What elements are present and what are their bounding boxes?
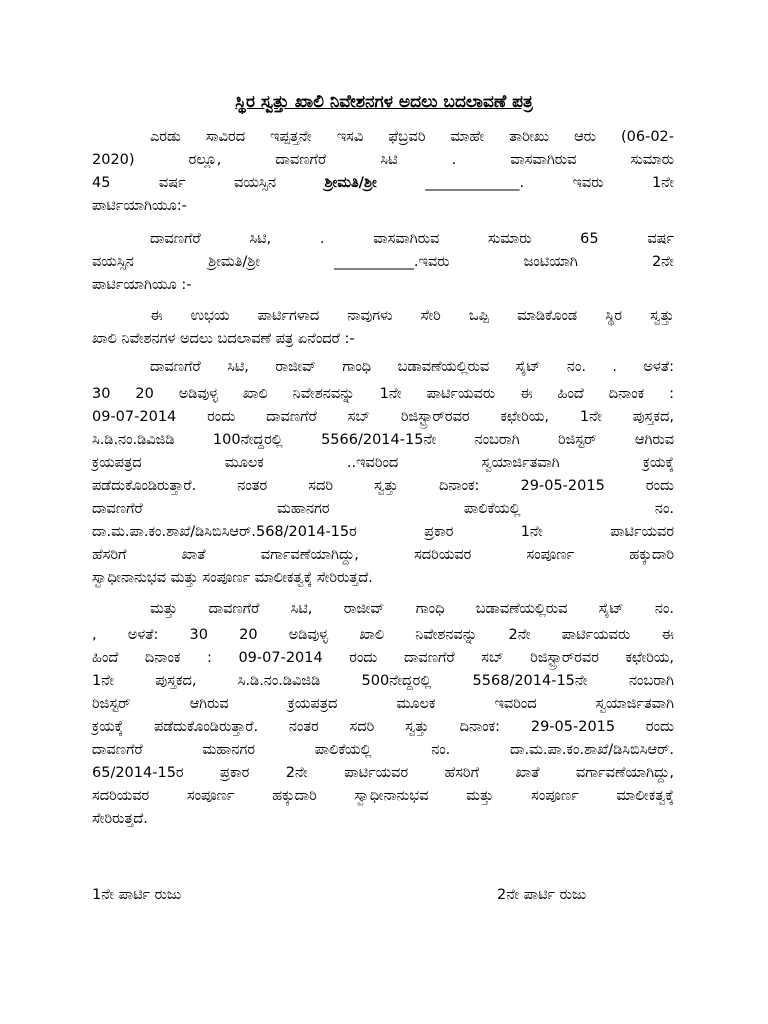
party2-signature: 2ನೇ ಪಾರ್ಟಿ ರುಜು [497, 887, 587, 903]
text-line: ಸ್ವಾಧೀನಾನುಭವ ಮತ್ತು ಸಂಪೂರ್ಣ ಮಾಲೀಕತ್ವಕ್ಕೆ ಸೇರಿರುತ್ತದೆ. [92, 570, 373, 586]
text-line: ಕ್ರಯಕ್ಕೆ ಪಡೆದುಕೊಂಡಿರುತ್ತಾರೆ. ನಂತರ ಸದರಿ ಸ್ವತ್ತು ದಿನಾಂಕ: 29-05-2015 ರಂದು [92, 719, 674, 735]
text-line: ದಾ.ಮ.ಪಾ.ಕಂ.ಶಾಖೆ/ಡಿಸಿಬಿಸಿಆರ್.568/2014-15ರ ಪ್ರಕಾರ 1ನೇ ಪಾರ್ಟಿಯವರ [92, 524, 674, 540]
text-span: 45 ವರ್ಷ ವಯಸ್ಸಿನ [92, 175, 325, 191]
text-line: ಈ ಉಭಯ ಪಾರ್ಟಿಗಳಾದ ನಾವುಗಳು ಸೇರಿ ಒಪ್ಪಿ ಮಾಡಿಕೊಂಡ ಸ್ಥಿರ ಸ್ವತ್ತು [150, 308, 674, 324]
text-line: 2020) ರಲ್ಲೂ, ದಾವಣಗೆರೆ ಸಿಟಿ . ವಾಸವಾಗಿರುವ ಸುಮಾರು [92, 152, 674, 168]
text-line: ಎರಡು ಸಾವಿರದ ಇಪ್ಪತ್ತನೇ ಇಸವಿ ಫೆಬ್ರವರಿ ಮಾಹೇ ತಾರೀಖು ಆರು (06-02- [150, 129, 674, 145]
text-line: , ಅಳತೆ: 30 20 ಅಡಿವುಳ್ಳ ಖಾಲಿ ನಿವೇಶನವನ್ನು 2ನೇ ಪಾರ್ಟಿಯವರು ಈ [92, 627, 674, 643]
text-line: ದಾವಣಗೆರೆ ಮಹಾನಗರ ಪಾಲಿಕೆಯಲ್ಲಿ ನಂ. [92, 501, 674, 517]
text-line [92, 172, 674, 194]
text-line: ದಾವಣಗೆರೆ ಮಹಾನಗರ ಪಾಲಿಕೆಯಲ್ಲಿ ನಂ. ದಾ.ಮ.ಪಾ.ಕಂ.ಶಾಖೆ/ಡಿಸಿಬಿಸಿಆರ್. [92, 742, 674, 758]
text-line: ಪಡೆದುಕೊಂಡಿರುತ್ತಾರೆ. ನಂತರ ಸದರಿ ಸ್ವತ್ತು ದಿನಾಂಕ: 29-05-2015 ರಂದು [92, 478, 674, 494]
text-line: ದಾವಣಗೆರೆ ಸಿಟಿ, . ವಾಸವಾಗಿರುವ ಸುಮಾರು 65 ವರ್ಷ [150, 231, 674, 247]
text-line: ಹಿಂದೆ ದಿನಾಂಕ : 09-07-2014 ರಂದು ದಾವಣಗೆರೆ ಸಬ್ ರಿಜಿಸ್ಟ್ರಾರ್‌ರವರ ಕಛೇರಿಯ, [92, 650, 674, 666]
text-line: ಹೆಸರಿಗೆ ಖಾತೆ ವರ್ಗಾವಣೆಯಾಗಿದ್ದು, ಸದರಿಯವರ ಸಂಪೂರ್ಣ ಹಕ್ಕುದಾರಿ [92, 547, 674, 563]
text-line: ಸದರಿಯವರ ಸಂಪೂರ್ಣ ಹಕ್ಕುದಾರಿ ಸ್ವಾಧೀನಾನುಭವ ಮತ್ತು ಸಂಪೂರ್ಣ ಮಾಲೀಕತ್ವಕ್ಕೆ [92, 788, 674, 804]
text-line: ಕ್ರಯಪತ್ರದ ಮೂಲಕ ..ಇವರಿಂದ ಸ್ವಯಾರ್ಜಿತವಾಗಿ ಕ್ರಯಕ್ಕೆ [92, 455, 674, 471]
text-line: ವಯಸ್ಸಿನ ಶ್ರೀಮತಿ/ಶ್ರೀ ___________.ಇವರು ಜಂಟಿಯಾಗಿ 2ನೇ [92, 254, 674, 270]
text-line: ಪಾರ್ಟಿಯಾಗಿಯೂ :- [92, 277, 192, 293]
text-line: ರಿಜಿಸ್ಟರ್ ಆಗಿರುವ ಕ್ರಯಪತ್ರದ ಮೂಲಕ ಇವರಿಂದ ಸ್ವಯಾರ್ಜಿತವಾಗಿ [92, 696, 674, 712]
text-line: ಸಿ.ಡಿ.ನಂ.ಡಿವಿಜಿಡಿ 100ನೇದ್ದರಲ್ಲಿ 5566/2014-15ನೇ ನಂಬರಾಗಿ ರಿಜಿಸ್ಟರ್ ಆಗಿರುವ [92, 432, 674, 448]
text-line: 30 20 ಅಡಿವುಳ್ಳ ಖಾಲಿ ನಿವೇಶನವನ್ನು 1ನೇ ಪಾರ್ಟಿಯವರು ಈ ಹಿಂದೆ ದಿನಾಂಕ : [92, 386, 674, 402]
honorific-bold: ಶ್ರೀಮತಿ/ಶ್ರೀ [324, 175, 377, 191]
text-line: ಪಾರ್ಟಿಯಾಗಿಯೂ:- [92, 198, 187, 214]
text-line: ಖಾಲಿ ನಿವೇಶನಗಳ ಅದಲು ಬದಲಾವಣೆ ಪತ್ರ ಏನೆಂದರೆ :- [92, 331, 355, 347]
party1-signature: 1ನೇ ಪಾರ್ಟಿ ರುಜು [92, 887, 182, 903]
text-line: ದಾವಣಗೆರೆ ಸಿಟಿ, ರಾಜೀವ್ ಗಾಂಧಿ ಬಡಾವಣೆಯಲ್ಲಿರುವ ಸೈಟ್ ನಂ. . ಅಳತೆ: [150, 359, 674, 375]
text-line: 1ನೇ ಪುಸ್ತಕದ, ಸಿ.ಡಿ.ನಂ.ಡಿವಿಜಿಡಿ 500ನೇದ್ದರಲ್ಲಿ 5568/2014-15ನೇ ನಂಬರಾಗಿ [92, 673, 674, 689]
text-line: ಸೇರಿರುತ್ತದೆ. [92, 811, 148, 827]
text-line: ಮತ್ತು ದಾವಣಗೆರೆ ಸಿಟಿ, ರಾಜೀವ್ ಗಾಂಧಿ ಬಡಾವಣೆಯಲ್ಲಿರುವ ಸೈಟ್ ನಂ. [150, 601, 674, 617]
text-line: 09-07-2014 ರಂದು ದಾವಣಗೆರೆ ಸಬ್ ರಿಜಿಸ್ಟ್ರಾರ್‌ರವರ ಕಛೇರಿಯ, 1ನೇ ಪುಸ್ತಕದ, [92, 409, 674, 425]
document-title: ಸ್ಥಿರ ಸ್ವತ್ತು ಖಾಲಿ ನಿವೇಶನಗಳ ಅದಲು ಬದಲಾವಣೆ ಪತ್ರ [235, 92, 533, 112]
text-line: 65/2014-15ರ ಪ್ರಕಾರ 2ನೇ ಪಾರ್ಟಿಯವರ ಹೆಸರಿಗೆ ಖಾತೆ ವರ್ಗಾವಣೆಯಾಗಿದ್ದು, [92, 765, 674, 781]
text-span: _____________. ಇವರು 1ನೇ [376, 175, 674, 191]
